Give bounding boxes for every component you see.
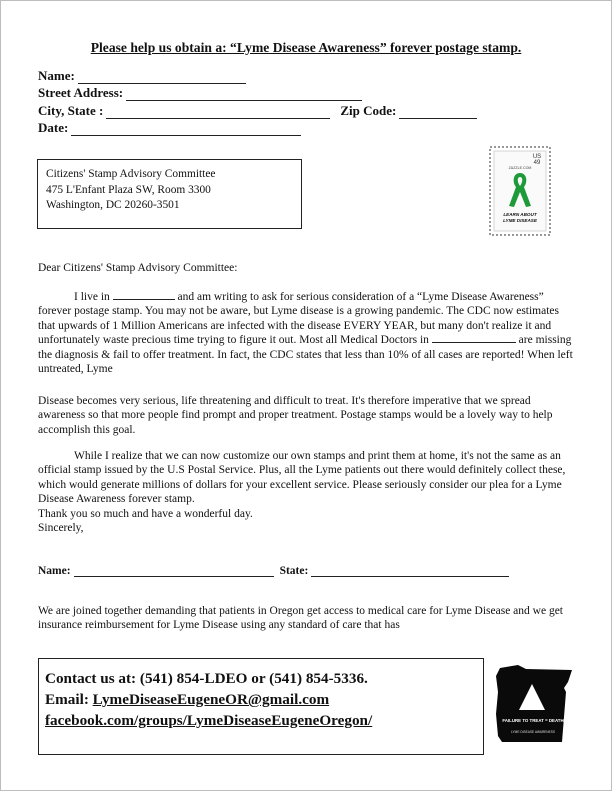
signature-name-line[interactable] <box>74 567 274 577</box>
date-blank-line[interactable] <box>71 124 301 136</box>
zip-label: Zip Code: <box>340 103 397 118</box>
contact-phone-line: Contact us at: (541) 854-LDEO or (541) 854-5336. <box>45 670 368 687</box>
salutation: Dear Citizens' Stamp Advisory Committee: <box>38 262 238 274</box>
signature-state-line[interactable] <box>311 567 509 577</box>
date-field-row <box>38 120 301 136</box>
page-title: Please help us obtain a: “Lyme Disease Awareness” forever postage stamp. <box>90 40 522 55</box>
lyme-awareness-stamp <box>489 146 551 236</box>
street-field-row <box>38 85 362 101</box>
state-blank[interactable] <box>432 333 516 343</box>
paragraph-1 <box>38 290 578 376</box>
signature-name-label: Name: <box>38 565 71 577</box>
name-blank-line[interactable] <box>78 72 246 84</box>
stamp-value: 49 <box>533 160 541 166</box>
contact-email-line <box>45 689 483 710</box>
street-label: Street Address: <box>38 85 124 100</box>
city-state-label: City, State : <box>38 103 104 118</box>
name-label: Name: <box>38 68 75 83</box>
address-line-3: Washington, DC 20260-3501 <box>46 199 180 211</box>
street-blank-line[interactable] <box>126 89 362 101</box>
footer-statement: We are joined together demanding that patients in Oregon get access to medical care for Lyme Disease and we get insurance reimbursement for Lyme Disease using any standard of care that has <box>38 605 563 632</box>
p1-part-b: and am writing to ask for serious consideration of a “Lyme Disease Awareness” forever postage stamp. You may not be aware, but Lyme disease is a growing pandemic. The CDC now estimates that upwards of 1 Million Americans are infected with the disease EVERY YEAR, but many don't realize it and unfortunately waste precious time trying to figure it out. Most all Medical Doctors in <box>38 291 560 347</box>
email-link[interactable]: LymeDiseaseEugeneOR@gmail.com <box>92 691 330 708</box>
recipient-address-box <box>37 159 302 229</box>
stamp-caption-1: LEARN ABOUT <box>503 212 537 217</box>
p1-part-c: are missing the diagnosis & fail to offer treatment. In fact, the CDC states that less than 10% of all cases are reported! When left untreated, Lyme <box>38 334 573 376</box>
stamp-caption-2: LYME DISEASE <box>503 218 537 223</box>
contact-box <box>38 658 484 755</box>
logo-org: LYME DISEASE AWARENESS <box>511 730 555 734</box>
stamp-brand: ZAZZLE.COM <box>508 166 532 170</box>
stamp-country: US <box>532 154 542 160</box>
paragraph-2: While I realize that we can now customize our own stamps and print them at home, it's not the same as an official stamp issued by the U.S Postal Service. Plus, all the Lyme patients out there would definitely collect these, which would generate millions of dollars for your excellent service. Please seriously consider our plea for a Lyme Disease Awareness forever stamp. <box>38 450 566 506</box>
date-label: Date: <box>38 120 69 135</box>
city-blank[interactable] <box>113 290 175 300</box>
name-field-row <box>38 68 246 84</box>
email-label: Email: <box>45 691 89 708</box>
closing: Sincerely, <box>38 522 84 534</box>
zip-blank-line[interactable] <box>399 107 477 119</box>
city-state-blank-line[interactable] <box>106 107 330 119</box>
city-field-row <box>38 103 477 119</box>
logo-motto: FAILURE TO TREAT = DEATH <box>502 718 564 723</box>
paragraph-1-continued: Disease becomes very serious, life threatening and difficult to treat. It's therefore imperative that we spread awareness so that more people find prompt and proper treatment. Postage stamps would be a lovely way to help accomplish this goal. <box>38 395 553 436</box>
facebook-link[interactable]: facebook.com/groups/LymeDiseaseEugeneOregon/ <box>45 712 373 729</box>
address-line-2: 475 L'Enfant Plaza SW, Room 3300 <box>46 183 211 196</box>
thank-you-line: Thank you so much and have a wonderful day. <box>38 508 253 520</box>
p1-part-a: I live in <box>74 291 110 303</box>
signature-state-label: State: <box>279 565 309 577</box>
signature-row <box>38 565 509 577</box>
oregon-awareness-logo <box>492 662 578 747</box>
address-line-1: Citizens' Stamp Advisory Committee <box>46 168 216 180</box>
